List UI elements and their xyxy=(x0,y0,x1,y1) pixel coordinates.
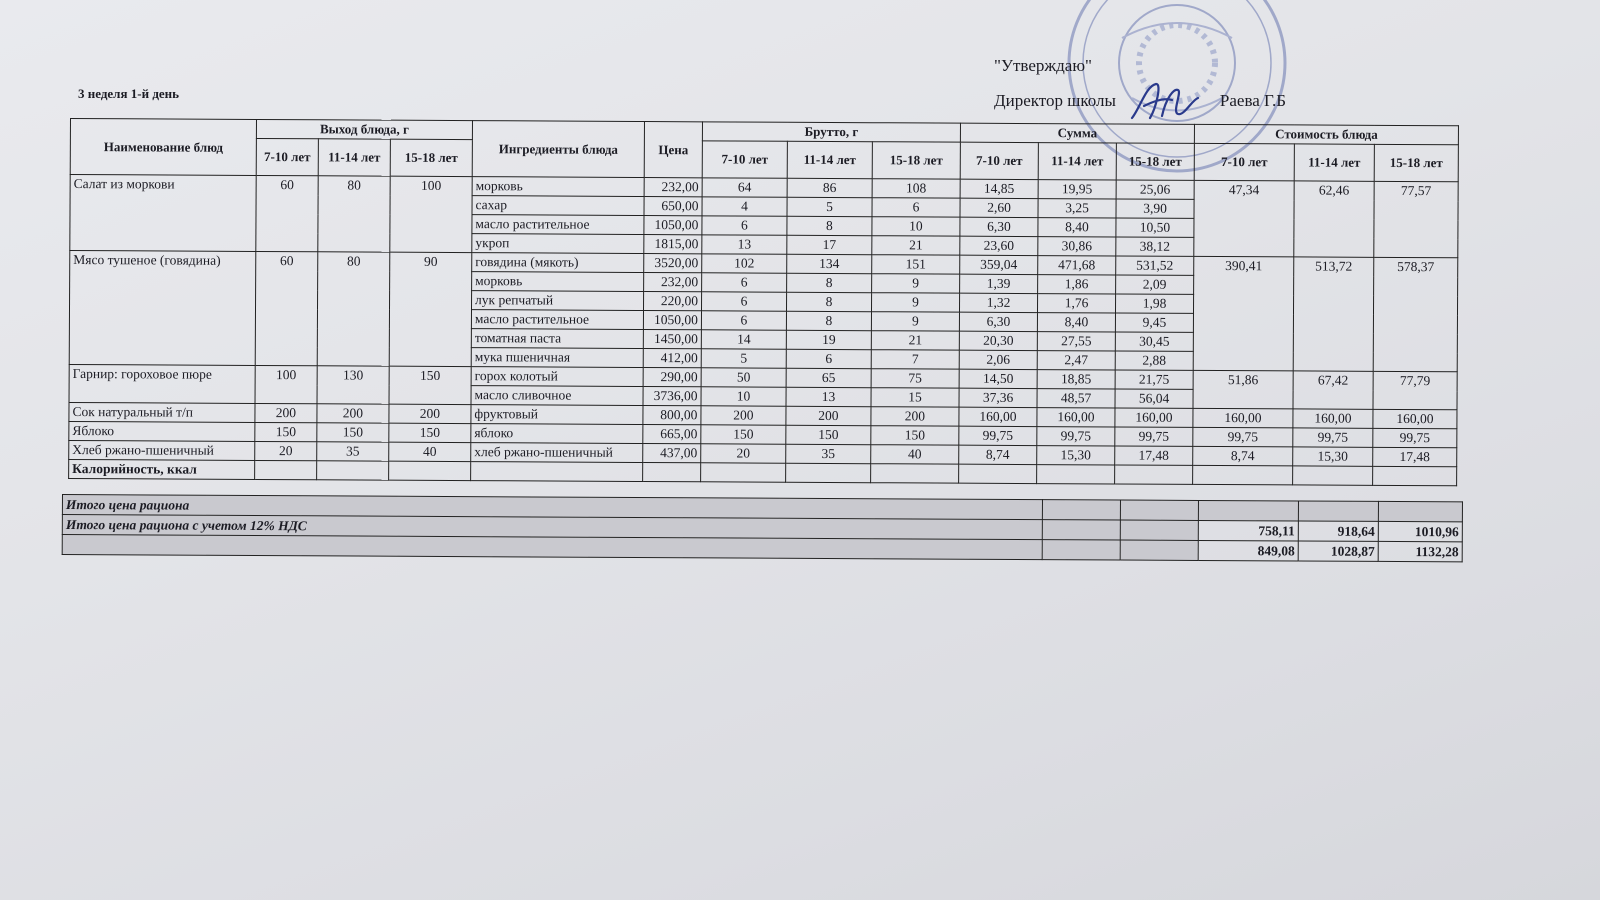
ingredient-sum: 56,04 xyxy=(1115,389,1193,408)
dish-yield: 200 xyxy=(317,404,389,423)
dish-yield: 20 xyxy=(255,441,317,460)
header-age-15-18: 15-18 лет xyxy=(872,142,960,179)
ingredient-brutto: 151 xyxy=(872,255,960,274)
header-age-7-10: 7-10 лет xyxy=(256,138,318,175)
ingredient-brutto: 35 xyxy=(786,444,871,463)
ingredient-brutto: 4 xyxy=(702,197,787,216)
ingredient-sum: 3,25 xyxy=(1038,199,1116,218)
menu-body xyxy=(69,175,1458,467)
ingredient-sum: 1,32 xyxy=(959,293,1037,312)
approve-label: "Утверждаю" xyxy=(994,56,1092,75)
ingredient-price: 3520,00 xyxy=(644,254,702,273)
ingredient-price: 220,00 xyxy=(643,292,701,311)
ingredient-brutto: 86 xyxy=(787,178,872,197)
ingredient-sum: 99,75 xyxy=(959,426,1037,445)
ingredient-sum: 1,86 xyxy=(1038,275,1116,294)
dish-cost: 99,75 xyxy=(1373,428,1457,447)
ingredient-price: 1815,00 xyxy=(644,235,702,254)
director-label: Директор школы xyxy=(994,91,1116,110)
ingredient-price: 3736,00 xyxy=(643,387,701,406)
vat-label: Итого цена рациона с учетом 12% НДС xyxy=(62,515,1042,540)
ingredient-sum: 21,75 xyxy=(1115,370,1193,389)
ingredient-sum: 38,12 xyxy=(1116,237,1194,256)
totals-block xyxy=(62,494,1463,562)
dish-yield: 200 xyxy=(389,404,471,423)
ingredient-sum: 1,76 xyxy=(1037,294,1115,313)
ingredient-brutto: 134 xyxy=(787,254,872,273)
ingredient-brutto: 9 xyxy=(871,312,959,331)
dish-cost: 160,00 xyxy=(1193,408,1293,428)
header-age-7-10: 7-10 лет xyxy=(1194,143,1294,181)
header-age-11-14: 11-14 лет xyxy=(787,141,872,178)
ingredient-brutto: 6 xyxy=(872,198,960,217)
ingredient-brutto: 5 xyxy=(701,349,786,368)
dish-name: Сок натуральный т/п xyxy=(69,402,255,422)
ingredient-price: 1050,00 xyxy=(644,216,702,235)
ingredient-brutto: 75 xyxy=(871,369,959,388)
ingredient-sum: 160,00 xyxy=(959,407,1037,426)
dish-cost: 8,74 xyxy=(1193,446,1293,466)
director-name: Раева Г.Б xyxy=(1219,91,1286,110)
ingredient-sum: 18,85 xyxy=(1037,370,1115,389)
ingredient-brutto: 10 xyxy=(701,387,786,406)
ingredient-sum: 17,48 xyxy=(1115,446,1193,465)
header-age-15-18: 15-18 лет xyxy=(390,139,472,176)
vat-value-7-10: 849,08 xyxy=(1198,540,1298,561)
ingredient-sum: 2,88 xyxy=(1115,351,1193,370)
header-dish-name: Наименование блюд xyxy=(70,119,256,176)
totals-table xyxy=(62,494,1463,562)
ingredient-price: 412,00 xyxy=(643,349,701,368)
ingredient-sum: 8,40 xyxy=(1037,313,1115,332)
dish-yield: 150 xyxy=(255,422,317,441)
ingredient-brutto: 17 xyxy=(787,235,872,254)
ingredient-sum: 1,98 xyxy=(1115,294,1193,313)
ingredient-name: масло сливочное xyxy=(471,386,643,406)
dish-name: Мясо тушеное (говядина) xyxy=(69,251,256,366)
ingredient-sum: 9,45 xyxy=(1115,313,1193,332)
dish-yield: 150 xyxy=(389,366,471,404)
ingredient-brutto: 108 xyxy=(872,179,960,198)
ingredient-brutto: 200 xyxy=(786,406,871,425)
ingredient-price: 232,00 xyxy=(644,273,702,292)
ingredient-sum: 19,95 xyxy=(1038,180,1116,199)
ingredient-sum: 471,68 xyxy=(1038,256,1116,275)
ingredient-price: 290,00 xyxy=(643,368,701,387)
total-label: Итого цена рациона xyxy=(62,495,1042,520)
dish-yield: 100 xyxy=(390,176,472,252)
ingredient-sum: 99,75 xyxy=(1115,427,1193,446)
ingredient-name: масло растительное xyxy=(472,215,644,235)
ingredient-name: лук репчатый xyxy=(472,291,644,311)
ingredient-sum: 3,90 xyxy=(1116,199,1194,218)
ingredient-sum: 37,36 xyxy=(959,388,1037,407)
header-sum: Сумма xyxy=(960,123,1194,143)
ingredient-brutto: 8 xyxy=(786,311,871,330)
ingredient-sum: 10,50 xyxy=(1116,218,1194,237)
dish-yield: 100 xyxy=(255,365,317,403)
dish-cost: 99,75 xyxy=(1293,428,1373,447)
ingredient-name: масло растительное xyxy=(471,310,643,330)
ingredient-sum: 2,06 xyxy=(959,350,1037,369)
header-age-11-14: 11-14 лет xyxy=(1038,143,1116,180)
ingredient-brutto: 50 xyxy=(701,368,786,387)
ingredient-sum: 30,86 xyxy=(1038,237,1116,256)
dish-yield: 80 xyxy=(317,252,390,366)
dish-cost: 578,37 xyxy=(1373,257,1458,371)
ingredient-brutto: 5 xyxy=(787,197,872,216)
ingredient-sum: 99,75 xyxy=(1037,427,1115,446)
ingredient-sum: 25,06 xyxy=(1116,180,1194,199)
header-age-7-10: 7-10 лет xyxy=(702,141,787,178)
dish-cost: 47,34 xyxy=(1194,180,1294,257)
dish-cost: 390,41 xyxy=(1193,256,1294,371)
dish-name: Яблоко xyxy=(69,421,255,441)
ingredient-brutto: 9 xyxy=(871,293,959,312)
ingredient-sum: 160,00 xyxy=(1115,408,1193,427)
ingredient-sum: 23,60 xyxy=(960,236,1038,255)
ingredient-name: морковь xyxy=(472,177,644,197)
dish-name: Салат из моркови xyxy=(70,175,256,252)
day-title: 3 неделя 1-й день xyxy=(78,86,180,101)
dish-yield: 200 xyxy=(255,403,317,422)
header-price: Цена xyxy=(644,122,702,178)
dish-yield: 80 xyxy=(318,176,390,252)
ingredient-name: мука пшеничная xyxy=(471,348,643,368)
ingredient-name: томатная паста xyxy=(471,329,643,349)
ingredient-name: морковь xyxy=(472,272,644,292)
ingredient-brutto: 102 xyxy=(702,254,787,273)
dish-cost: 15,30 xyxy=(1293,447,1373,466)
dish-name: Хлеб ржано-пшеничный xyxy=(69,440,255,460)
header-age-11-14: 11-14 лет xyxy=(1294,144,1374,181)
ingredient-brutto: 9 xyxy=(872,274,960,293)
dish-yield: 150 xyxy=(317,423,389,442)
dish-cost: 160,00 xyxy=(1293,409,1373,428)
header-cost: Стоимость блюда xyxy=(1194,124,1458,144)
ingredient-sum: 6,30 xyxy=(959,312,1037,331)
ingredient-brutto: 200 xyxy=(871,407,959,426)
ingredient-sum: 359,04 xyxy=(960,255,1038,274)
ingredient-price: 437,00 xyxy=(643,444,701,463)
menu-table xyxy=(68,118,1459,486)
header-brutto: Брутто, г xyxy=(702,122,960,142)
ingredient-sum: 14,85 xyxy=(960,179,1038,198)
signature-icon xyxy=(1126,78,1206,124)
ingredient-brutto: 14 xyxy=(701,330,786,349)
ingredient-sum: 30,45 xyxy=(1115,332,1193,351)
vat-value-15-18: 1132,28 xyxy=(1378,541,1462,561)
menu-table-wrapper xyxy=(68,118,1459,486)
header-age-11-14: 11-14 лет xyxy=(318,139,390,176)
dish-name: Гарнир: гороховое пюре xyxy=(69,364,255,403)
dish-cost: 77,57 xyxy=(1374,181,1458,257)
ingredient-brutto: 19 xyxy=(786,330,871,349)
total-value-7-10: 758,11 xyxy=(1198,520,1298,541)
dish-yield: 35 xyxy=(317,442,389,461)
ingredient-name: говядина (мякоть) xyxy=(472,253,644,273)
ingredient-price: 665,00 xyxy=(643,425,701,444)
vat-value-11-14: 1028,87 xyxy=(1298,541,1378,561)
ingredient-sum: 20,30 xyxy=(959,331,1037,350)
ingredient-brutto: 15 xyxy=(871,388,959,407)
dish-yield: 40 xyxy=(389,442,471,461)
ingredient-brutto: 64 xyxy=(702,178,787,197)
ingredient-brutto: 200 xyxy=(701,406,786,425)
ingredient-brutto: 8 xyxy=(786,292,871,311)
ingredient-price: 800,00 xyxy=(643,406,701,425)
ingredient-brutto: 150 xyxy=(701,425,786,444)
ingredient-sum: 8,40 xyxy=(1038,218,1116,237)
ingredient-sum: 2,09 xyxy=(1116,275,1194,294)
dish-yield: 130 xyxy=(317,366,389,404)
dish-cost: 17,48 xyxy=(1373,447,1457,466)
ingredient-brutto: 10 xyxy=(872,217,960,236)
ingredient-name: яблоко xyxy=(471,424,643,444)
ingredient-brutto: 6 xyxy=(702,273,787,292)
ingredient-sum: 15,30 xyxy=(1037,446,1115,465)
ingredient-price: 232,00 xyxy=(644,178,702,197)
dish-yield: 60 xyxy=(256,175,318,251)
ingredient-brutto: 6 xyxy=(701,292,786,311)
dish-cost: 77,79 xyxy=(1373,371,1457,409)
ingredient-brutto: 65 xyxy=(786,368,871,387)
ingredient-brutto: 21 xyxy=(872,236,960,255)
header-age-15-18: 15-18 лет xyxy=(1374,144,1458,181)
ingredient-sum: 27,55 xyxy=(1037,332,1115,351)
dish-cost: 160,00 xyxy=(1373,409,1457,428)
dish-yield: 90 xyxy=(389,252,472,366)
dish-yield: 60 xyxy=(255,251,318,365)
header-yield: Выход блюда, г xyxy=(256,119,472,139)
ingredient-brutto: 6 xyxy=(702,216,787,235)
calorie-label: Калорийность, ккал xyxy=(69,459,255,479)
ingredient-sum: 8,74 xyxy=(959,445,1037,464)
ingredient-sum: 48,57 xyxy=(1037,389,1115,408)
dish-yield: 150 xyxy=(389,423,471,442)
ingredient-sum: 14,50 xyxy=(959,369,1037,388)
approval-block xyxy=(994,54,1286,124)
header-age-15-18: 15-18 лет xyxy=(1116,143,1194,180)
ingredient-sum: 531,52 xyxy=(1116,256,1194,275)
ingredient-brutto: 6 xyxy=(701,311,786,330)
ingredient-brutto: 40 xyxy=(871,445,959,464)
ingredient-brutto: 13 xyxy=(786,387,871,406)
ingredient-sum: 6,30 xyxy=(960,217,1038,236)
ingredient-brutto: 13 xyxy=(702,235,787,254)
dish-cost: 99,75 xyxy=(1193,427,1293,447)
ingredient-brutto: 150 xyxy=(786,425,871,444)
ingredient-name: хлеб ржано-пшеничный xyxy=(471,443,643,463)
total-value-15-18: 1010,96 xyxy=(1378,521,1462,541)
ingredient-sum: 2,47 xyxy=(1037,351,1115,370)
ingredient-sum: 2,60 xyxy=(960,198,1038,217)
ingredient-brutto: 6 xyxy=(786,349,871,368)
header-age-7-10: 7-10 лет xyxy=(960,142,1038,179)
ingredient-name: фруктовый xyxy=(471,405,643,425)
ingredient-brutto: 21 xyxy=(871,331,959,350)
ingredient-brutto: 8 xyxy=(787,273,872,292)
dish-cost: 67,42 xyxy=(1293,371,1373,409)
total-value-11-14: 918,64 xyxy=(1298,521,1378,541)
ingredient-brutto: 8 xyxy=(787,216,872,235)
ingredient-name: укроп xyxy=(472,234,644,254)
dish-cost: 513,72 xyxy=(1293,257,1374,371)
ingredient-name: сахар xyxy=(472,196,644,216)
ingredient-price: 650,00 xyxy=(644,197,702,216)
dish-cost: 51,86 xyxy=(1193,370,1293,409)
ingredient-price: 1450,00 xyxy=(643,330,701,349)
ingredient-sum: 1,39 xyxy=(960,274,1038,293)
ingredient-price: 1050,00 xyxy=(643,311,701,330)
dish-cost: 62,46 xyxy=(1294,181,1374,257)
ingredient-brutto: 7 xyxy=(871,350,959,369)
header-ingredients: Ингредиенты блюда xyxy=(472,121,644,178)
ingredient-sum: 160,00 xyxy=(1037,408,1115,427)
ingredient-brutto: 20 xyxy=(701,444,786,463)
ingredient-brutto: 150 xyxy=(871,426,959,445)
ingredient-name: горох колотый xyxy=(471,367,643,387)
